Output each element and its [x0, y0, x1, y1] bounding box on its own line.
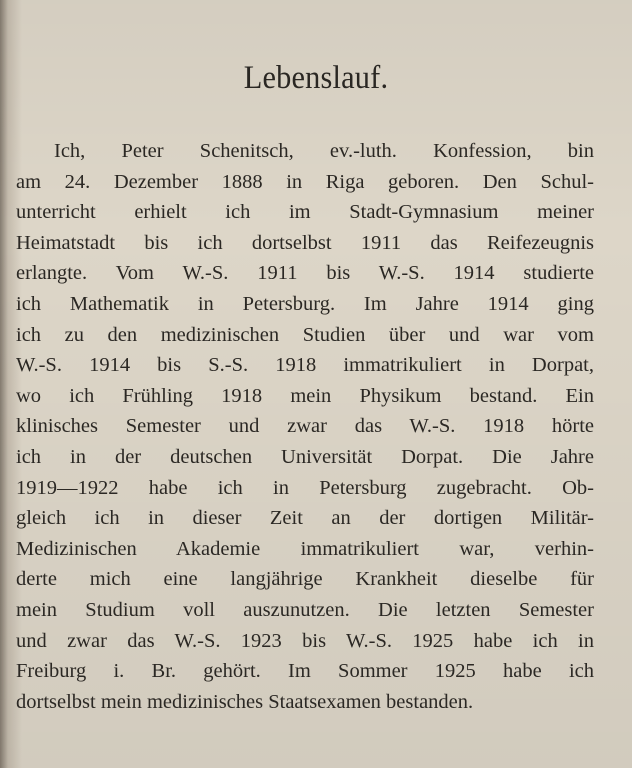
body-line: Heimatstadt bis ich dortselbst 1911 das Reifezeugnis [16, 231, 594, 254]
document-title: Lebenslauf. [243, 60, 389, 96]
body-line: Ich, Peter Schenitsch, ev.-luth. Konfession, bin [54, 140, 594, 162]
body-line: mein Studium voll auszunutzen. Die letzten Semester [16, 598, 594, 621]
body-line: W.-S. 1914 bis S.-S. 1918 immatrikuliert in Dorpat, [16, 354, 594, 377]
body-line: ich zu den medizinischen Studien über und war vom [16, 323, 594, 346]
body-line: dortselbst mein medizinisches Staatsexamen bestanden. [16, 690, 474, 713]
body-line: Medizinischen Akademie immatrikuliert war, verhin- [16, 537, 594, 560]
body-line: 1919—1922 habe ich in Petersburg zugebracht. Ob- [16, 476, 594, 499]
body-line: ich in der deutschen Universität Dorpat. Die Jahre [16, 445, 594, 468]
body-line: und zwar das W.-S. 1923 bis W.-S. 1925 habe ich in [16, 629, 594, 652]
body-line: gleich ich in dieser Zeit an der dortigen Militär- [16, 507, 594, 530]
body-line: derte mich eine langjährige Krankheit dieselbe für [16, 568, 594, 591]
document-body [16, 136, 594, 717]
body-line: klinisches Semester und zwar das W.-S. 1918 hörte [16, 415, 594, 438]
body-line: Freiburg i. Br. gehört. Im Sommer 1925 habe ich [16, 660, 594, 683]
body-line: ich Mathematik in Petersburg. Im Jahre 1914 ging [16, 292, 594, 315]
body-line: unterricht erhielt ich im Stadt-Gymnasium meiner [16, 201, 594, 224]
body-line: am 24. Dezember 1888 in Riga geboren. Den Schul- [16, 170, 594, 193]
body-line: wo ich Frühling 1918 mein Physikum bestand. Ein [16, 384, 594, 407]
body-line: erlangte. Vom W.-S. 1911 bis W.-S. 1914 studierte [16, 262, 594, 285]
